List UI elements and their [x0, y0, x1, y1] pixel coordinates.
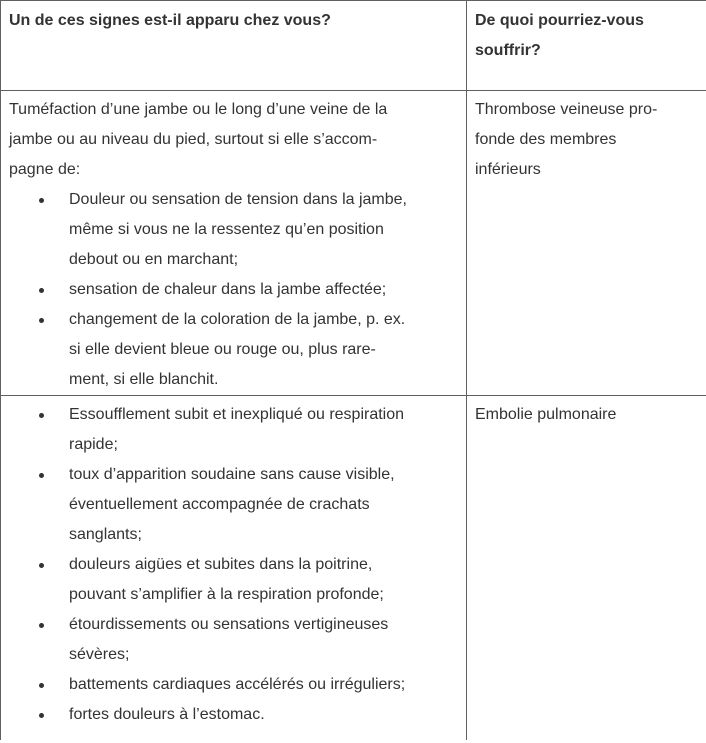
table-row — [1, 396, 706, 741]
symptoms-cell — [1, 396, 467, 741]
list-item — [69, 700, 458, 730]
table-row — [1, 91, 706, 396]
list-item — [69, 460, 458, 550]
item-line: fortes douleurs à l’estomac. — [69, 706, 265, 723]
header-symptoms: Un de ces signes est-il apparu chez vous? — [1, 1, 467, 91]
list-item — [69, 275, 458, 305]
item-line: sensation de chaleur dans la jambe affectée; — [69, 281, 387, 298]
item-line: éventuellement accompagnée de crachats — [69, 496, 370, 513]
item-line: pouvant s’amplifier à la respiration profonde; — [69, 586, 384, 603]
intro-line: Tuméfaction d’une jambe ou le long d’une veine de la — [9, 101, 388, 118]
header-diagnosis: De quoi pourriez-vous souffrir? — [467, 1, 706, 91]
diagnosis-cell — [467, 91, 706, 396]
item-line: battements cardiaques accélérés ou irréguliers; — [69, 676, 406, 693]
list-item — [69, 670, 458, 700]
item-line: debout ou en marchant; — [69, 251, 239, 268]
item-line: Essoufflement subit et inexpliqué ou respiration — [69, 406, 405, 423]
item-line: changement de la coloration de la jambe, p. ex. — [69, 311, 406, 328]
symptoms-cell — [1, 91, 467, 396]
item-line: sévères; — [69, 646, 130, 663]
list-item — [69, 185, 458, 275]
list-item — [69, 610, 458, 670]
item-line: si elle devient bleue ou rouge ou, plus rare- — [69, 341, 376, 358]
diagnosis-cell — [467, 396, 706, 741]
intro-line: jambe ou au niveau du pied, surtout si elle s’accom- — [9, 131, 378, 148]
item-line: Douleur ou sensation de tension dans la jambe, — [69, 191, 407, 208]
item-line: toux d’apparition soudaine sans cause visible, — [69, 466, 395, 483]
diagnosis-line: Embolie pulmonaire — [475, 406, 617, 423]
symptom-list — [9, 400, 458, 730]
list-item — [69, 550, 458, 610]
intro-line: pagne de: — [9, 161, 81, 178]
item-line: ment, si elle blanchit. — [69, 371, 219, 388]
item-line: rapide; — [69, 436, 118, 453]
symptom-list — [9, 185, 458, 395]
item-line: douleurs aigües et subites dans la poitrine, — [69, 556, 373, 573]
diagnosis-line: Thrombose veineuse pro- — [475, 101, 658, 118]
table-header-row — [1, 1, 706, 91]
diagnosis-line: inférieurs — [475, 161, 541, 178]
list-item — [69, 400, 458, 460]
item-line: même si vous ne la ressentez qu’en position — [69, 221, 384, 238]
item-line: étourdissements ou sensations vertigineuses — [69, 616, 389, 633]
list-item — [69, 305, 458, 395]
item-line: sanglants; — [69, 526, 142, 543]
diagnosis-line: fonde des membres — [475, 131, 617, 148]
